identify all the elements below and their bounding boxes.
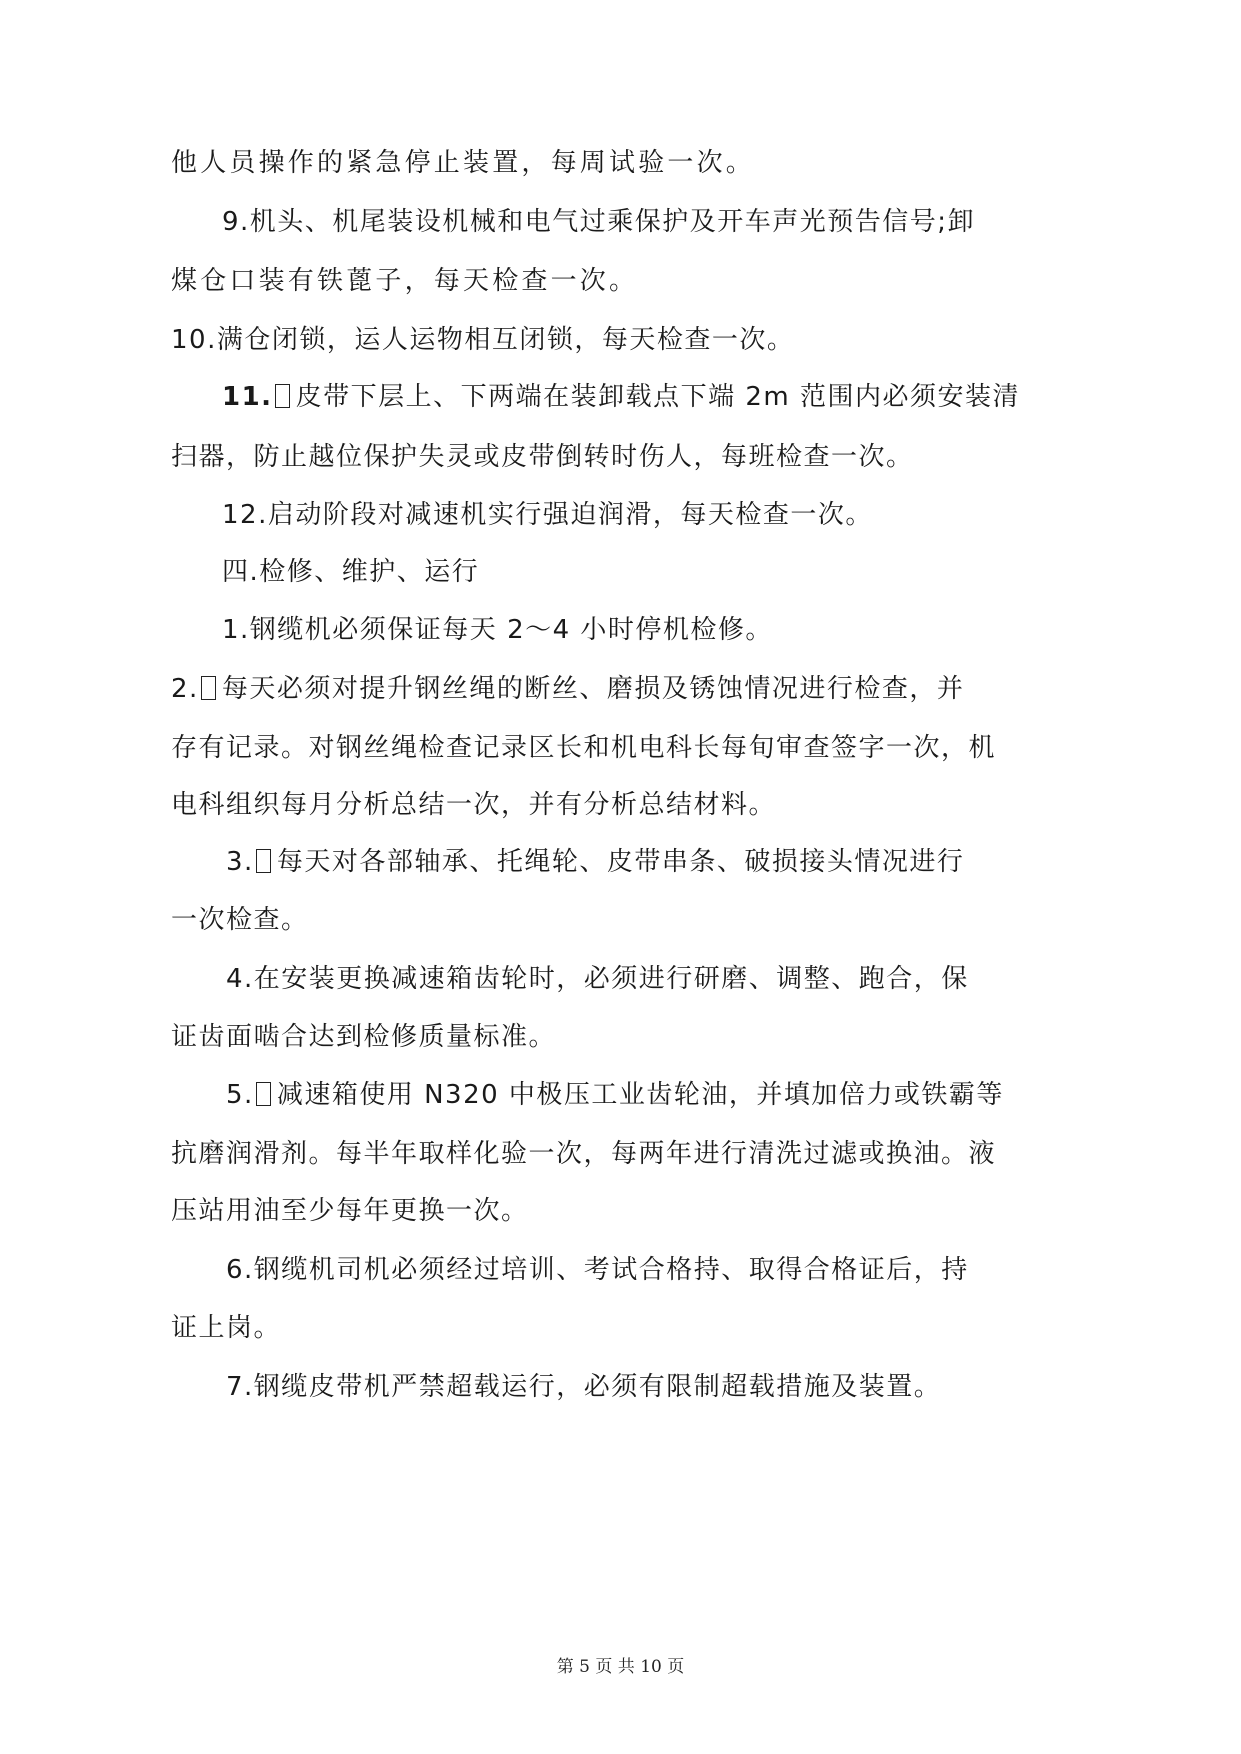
paragraph-line: 证齿面啮合达到检修质量标准。 xyxy=(171,1022,557,1052)
paragraph-line-2 xyxy=(171,672,964,706)
paragraph-line-3 xyxy=(226,845,964,879)
item-number: 11. xyxy=(222,382,273,412)
paragraph-text: 每天对各部轴承、托绳轮、皮带串条、破损接头情况进行 xyxy=(276,847,965,877)
paragraph-text: 减速箱使用 N320 中极压工业齿轮油，并填加倍力或铁霸等 xyxy=(276,1080,1004,1110)
paragraph-text: 皮带下层上、下两端在装卸载点下端 2m 范围内必须安装清 xyxy=(295,382,1020,412)
paragraph-line: 扫器，防止越位保护失灵或皮带倒转时伤人，每班检查一次。 xyxy=(171,442,914,472)
paragraph-text: 每天必须对提升钢丝绳的断丝、磨损及锈蚀情况进行检查，并 xyxy=(221,674,965,704)
missing-glyph-box xyxy=(201,676,216,700)
page-footer: 第 5 页 共 10 页 xyxy=(556,1657,685,1677)
paragraph-line: 7.钢缆皮带机严禁超载运行，必须有限制超载措施及装置。 xyxy=(226,1372,942,1402)
paragraph-line: 一次检查。 xyxy=(171,905,309,935)
paragraph-line: 电科组织每月分析总结一次，并有分析总结材料。 xyxy=(171,790,777,820)
paragraph-line: 10.满仓闭锁，运人运物相互闭锁，每天检查一次。 xyxy=(171,325,795,355)
paragraph-line-5 xyxy=(226,1078,1004,1112)
paragraph-line: 存有记录。对钢丝绳检查记录区长和机电科长每旬审查签字一次，机 xyxy=(171,733,997,763)
paragraph-line: 压站用油至少每年更换一次。 xyxy=(171,1196,529,1226)
item-number: 2. xyxy=(171,674,199,704)
paragraph-line: 1.钢缆机必须保证每天 2～4 小时停机检修。 xyxy=(222,615,773,645)
missing-glyph-box xyxy=(256,1082,271,1106)
paragraph-line: 9.机头、机尾装设机械和电气过乘保护及开车声光预告信号;卸 xyxy=(222,207,976,237)
paragraph-line: 12.启动阶段对减速机实行强迫润滑，每天检查一次。 xyxy=(222,500,873,530)
paragraph-line: 他人员操作的紧急停止装置，每周试验一次。 xyxy=(171,148,756,178)
section-heading: 四.检修、维护、运行 xyxy=(222,557,480,587)
paragraph-line: 4.在安装更换减速箱齿轮时，必须进行研磨、调整、跑合，保 xyxy=(226,964,969,994)
missing-glyph-box xyxy=(275,384,290,408)
item-number: 3. xyxy=(226,847,254,877)
paragraph-line: 证上岗。 xyxy=(171,1313,282,1343)
paragraph-line: 抗磨润滑剂。每半年取样化验一次，每两年进行清洗过滤或换油。液 xyxy=(171,1139,997,1169)
item-number: 5. xyxy=(226,1080,254,1110)
paragraph-line-11 xyxy=(222,380,1020,414)
missing-glyph-box xyxy=(256,849,271,873)
paragraph-line: 煤仓口装有铁蓖子，每天检查一次。 xyxy=(171,266,639,296)
paragraph-line: 6.钢缆机司机必须经过培训、考试合格持、取得合格证后，持 xyxy=(226,1255,969,1285)
